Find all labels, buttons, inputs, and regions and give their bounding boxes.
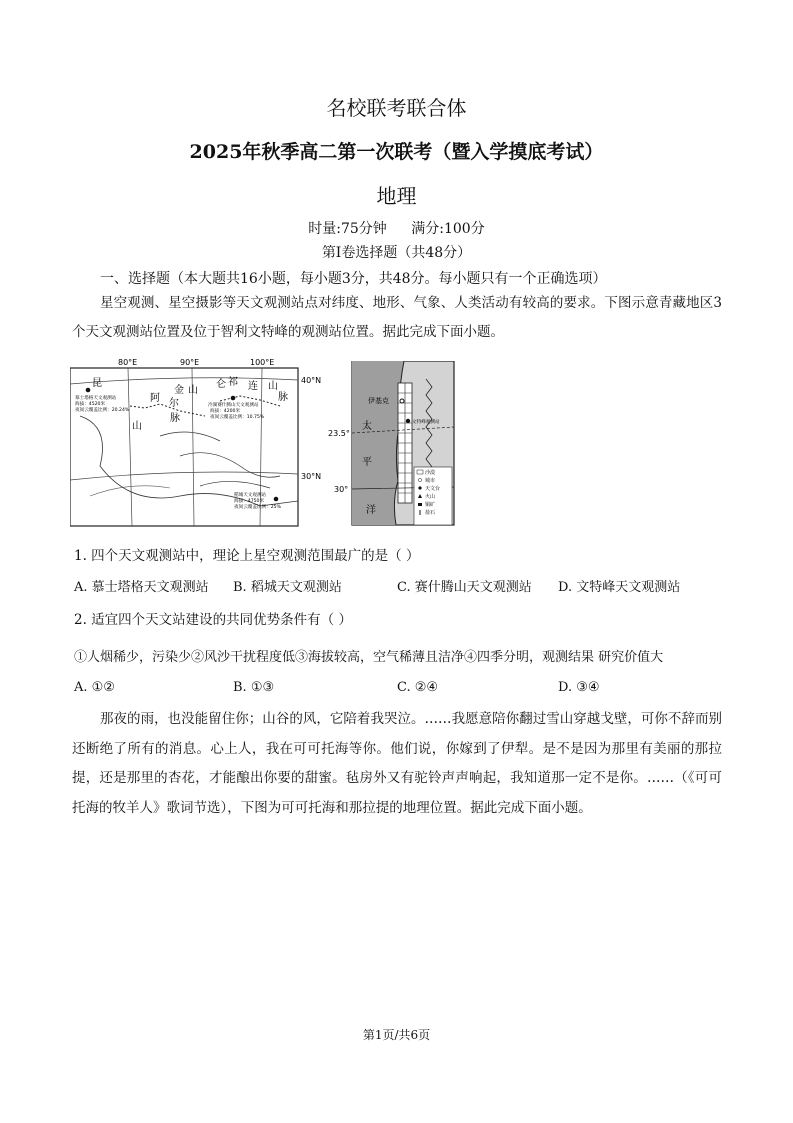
station-marker [274,497,279,502]
question-2-option-b[interactable]: B. ①③ [233,680,275,695]
lat-label: 23.5° [328,429,350,438]
mountain-label: 阿 [150,393,160,404]
station-marker [406,419,410,423]
lon-label: 80°E [118,358,138,367]
city-marker [400,399,404,403]
mountain-label: 山 [188,385,198,396]
mountain-label: 连 [248,381,258,392]
question-2-option-d[interactable]: D. ③④ [558,680,600,695]
mountain-label: 昆 [92,378,102,389]
station-marker [231,396,236,401]
legend-label: 铜矿 [425,502,436,508]
qinghai-tibet-map [70,356,328,528]
mountain-label: 金 [174,385,184,396]
legend-label: 天文台 [425,486,441,492]
question-1-option-b[interactable]: B. 稻城天文观测站 [233,580,342,595]
ocean-label: 太 [362,421,372,432]
station-label: 海拔：4200米 [210,409,241,414]
exam-organization: 名校联考联合体 [326,96,467,120]
exam-subject: 地理 [376,184,417,208]
lon-label: 100°E [250,358,275,367]
legend-label: 城市 [425,478,436,484]
question-1-option-c[interactable]: C. 赛什腾山天文观测站 [397,580,532,595]
legend-label: 盐石 [425,510,436,516]
station-label: 夜间云覆盖比例：10.75% [210,415,265,420]
question-1-option-d[interactable]: D. 文特峰天文观测站 [558,580,681,595]
station-label: 海拔：4750米 [234,499,265,504]
song-passage: 那夜的雨，也没能留住你；山谷的风，它陪着我哭泣。……我愿意陪你翻过雪山穿越戈壁，可你不辞而别还断绝了所有的消息。心上人，我在可可托海等你。他们说，你嫁到了伊犁。是不是因为那里有美丽的那拉提，还是那里的杏花，才能酿出你要的甜蜜。毡房外又有驼铃声声响起，我知道那一定不是你。……（《可可托海的牧羊人》歌词节选），下图为可可托海和那拉提的地理位置。据此完成下面小题。 [72,711,722,816]
station-marker [86,388,91,393]
lat-label: 30°N [301,472,322,481]
mountain-label: 山 [132,421,142,432]
part1-heading: 一、选择题（本大题共16小题，每小题3分，共48分。每小题只有一个正确选项） [100,271,607,287]
legend-label: 火山 [425,494,436,500]
mountain-label: 山 [268,381,278,392]
legend-label: 沙漠 [425,470,436,476]
exam-title: 2025年秋季高二第一次联考（暨入学摸底考试） [189,141,604,163]
station-label: 海拔：4520米 [75,402,106,407]
station-label: 慕士塔格天文观测站 [75,396,117,401]
lon-label: 90°E [180,358,200,367]
mountain-label: 脉 [170,413,180,424]
station-label: 冷湖赛什腾山天文观测站 [208,403,259,408]
exam-score: 满分:100分 [411,221,485,237]
question-2-conditions: ①人烟稀少，污染少②风沙干扰程度低③海拔较高，空气稀薄且洁净④四季分明，观测结果 研究价值大 [74,650,664,665]
lat-label: 30° [334,485,349,494]
part1-intro: 星空观测、星空摄影等天文观测站点对纬度、地形、气象、人类活动有较高的要求。下图示意青藏地区3个天文观测站位置及位于智利文特峰的观测站位置。据此完成下面小题。 [72,295,722,340]
station-label: 文特峰观测站 [412,420,440,425]
city-label: 伊基克 [368,397,389,405]
section-title: 第Ⅰ卷选择题（共48分） [321,245,472,261]
station-label: 稻城天文观测站 [234,493,267,498]
question-2-stem: 2. 适宜四个天文站建设的共同优势条件有（ ） [74,612,352,628]
chile-coast-map [328,361,458,529]
exam-info [0,218,793,238]
ocean-label: 平 [362,457,372,468]
station-label: 夜间云覆盖比例：20.24% [75,408,130,413]
question-2-option-c[interactable]: C. ②④ [397,680,439,695]
question-1-option-a[interactable]: A. 慕士塔格天文观测站 [74,580,209,595]
mountain-label: 脉 [278,392,288,403]
ocean-label: 洋 [366,505,376,516]
station-label: 夜间云覆盖比例：25% [234,505,281,510]
exam-time: 时量:75分钟 [308,221,387,237]
question-2-option-a[interactable]: A. ①② [74,680,115,695]
lat-label: 40°N [301,376,322,385]
mountain-label: 仑 [216,379,226,390]
mountain-label: 祁 [228,377,238,388]
page-number: 第1页/共6页 [362,1028,431,1042]
question-1-stem: 1. 四个天文观测站中，理论上星空观测范围最广的是（ ） [74,548,420,564]
mountain-label: 尔 [169,398,179,409]
